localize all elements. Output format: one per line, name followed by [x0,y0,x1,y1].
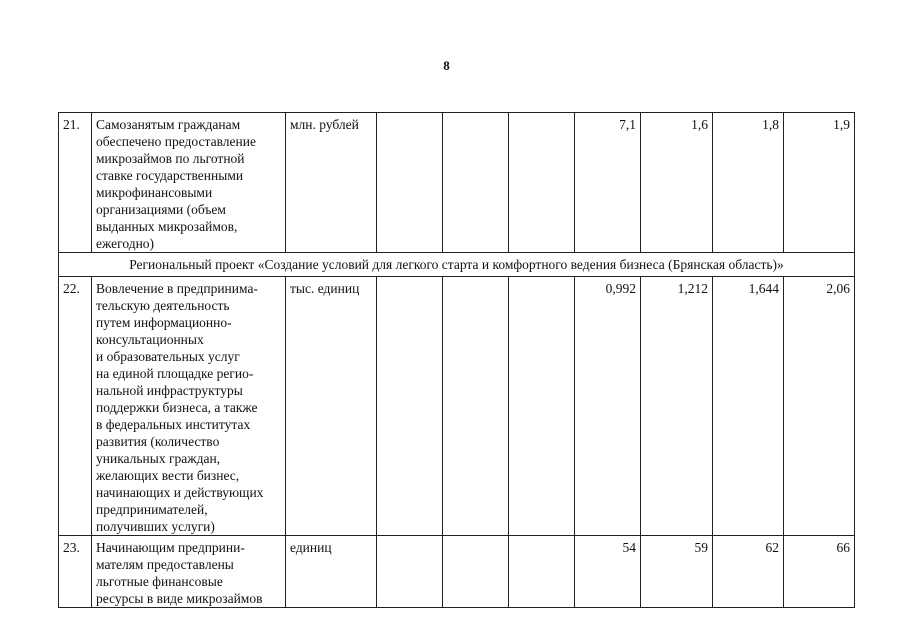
table-row [59,277,855,536]
row-unit: тыс. единиц [286,277,377,536]
table-row [59,113,855,253]
row-index: 22. [59,277,92,536]
value-cell: 1,8 [713,113,784,253]
value-cell: 0,992 [575,277,641,536]
value-cell: 59 [641,536,713,608]
value-cell [509,113,575,253]
value-cell [509,536,575,608]
value-cell: 2,06 [784,277,855,536]
value-cell: 66 [784,536,855,608]
section-row [59,253,855,277]
row-unit: млн. рублей [286,113,377,253]
value-cell [377,277,443,536]
value-cell [443,536,509,608]
value-cell [509,277,575,536]
value-cell: 1,212 [641,277,713,536]
value-cell: 54 [575,536,641,608]
row-description: Начинающим предприни- мателям предоставлены льготные финансовые ресурсы в виде микрозаймов [92,536,286,608]
table-row [59,536,855,608]
value-cell [377,113,443,253]
value-cell [443,113,509,253]
indicators-table [58,112,855,608]
value-cell: 1,6 [641,113,713,253]
row-index: 21. [59,113,92,253]
row-unit: единиц [286,536,377,608]
value-cell [443,277,509,536]
row-index: 23. [59,536,92,608]
row-description: Вовлечение в предпринима- тельскую деятельность путем информационно- консультационных и образовательных услуг на единой площадке регио- нальной инфраструктуры поддержки бизнеса, а также в федеральных институтах развития (количество уникальных граждан, желающих вести бизнес, начинающих и действующих предпринимателей, получивших услуги) [92,277,286,536]
page-number: 8 [443,58,450,73]
value-cell: 62 [713,536,784,608]
value-cell [377,536,443,608]
value-cell: 7,1 [575,113,641,253]
value-cell: 1,9 [784,113,855,253]
section-title: Региональный проект «Создание условий для легкого старта и комфортного ведения бизнеса (Брянская область)» [59,253,855,277]
row-description: Самозанятым гражданам обеспечено предоставление микрозаймов по льготной ставке государственными микрофинансовыми организациями (объем выданных микрозаймов, ежегодно) [92,113,286,253]
value-cell: 1,644 [713,277,784,536]
